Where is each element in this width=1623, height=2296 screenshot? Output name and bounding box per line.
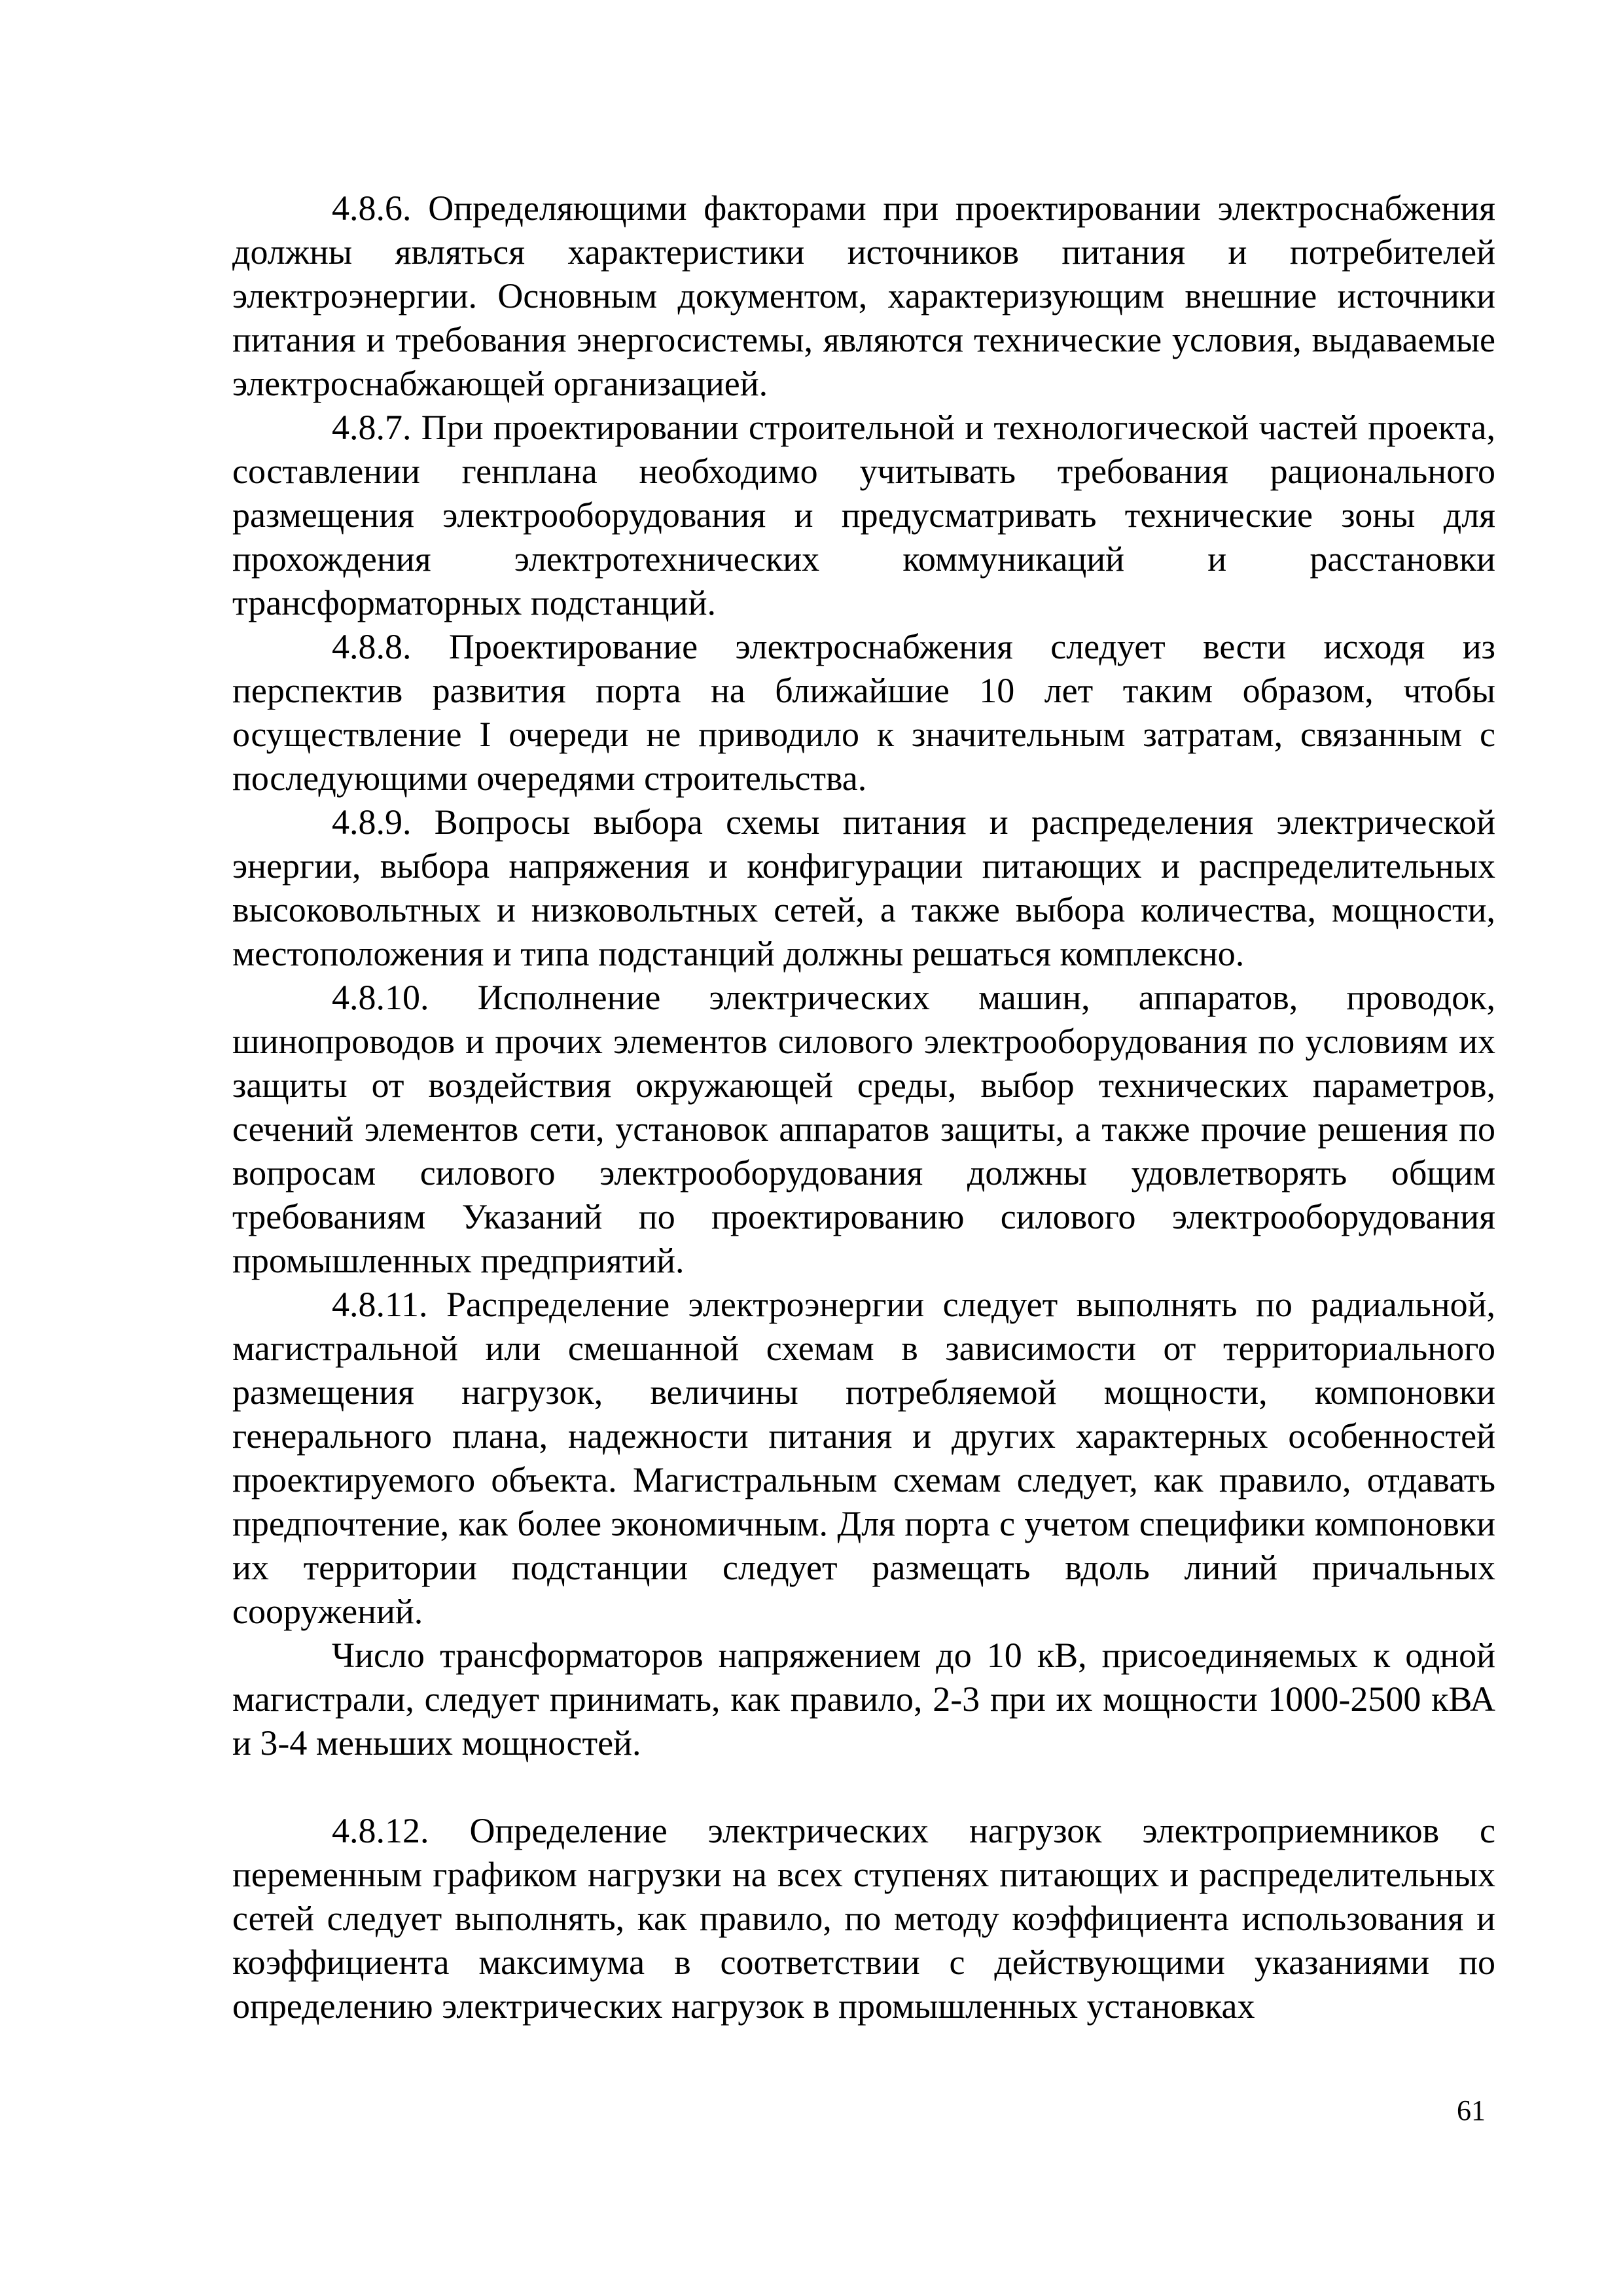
paragraph-4-8-7: 4.8.7. При проектировании строительной и технологической частей проекта, составлении генплана необходимо учитывать требования рационального размещения электрооборудования и предусматривать технические зоны для прохождения электротехнических коммуникаций и расстановки трансформаторных подстанций. (232, 408, 1495, 622)
page-number: 61 (1457, 2094, 1486, 2126)
paragraph-4-8-6: 4.8.6. Определяющими факторами при проектировании электроснабжения должны являться характеристики источников питания и потребителей электроэнергии. Основным документом, характеризующим внешние источники питания и требования энергосистемы, являются технические условия, выдаваемые электроснабжающей организацией. (232, 188, 1495, 403)
paragraph-4-8-8: 4.8.8. Проектирование электроснабжения следует вести исходя из перспектив развития порта на ближайшие 10 лет таким образом, чтобы осуществление I очереди не приводило к значительным затратам, связанным с последующими очередями строительства. (232, 627, 1495, 798)
paragraph-transformer-count: Число трансформаторов напряжением до 10 кВ, присоединяемых к одной магистрали, следует принимать, как правило, 2-3 при их мощности 1000-2500 кВА и 3-4 меньших мощностей. (232, 1636, 1495, 1763)
paragraph-4-8-12: 4.8.12. Определение электрических нагрузок электроприемников с переменным графиком нагрузки на всех ступенях питающих и распределительных сетей следует выполнять, как правило, по методу коэффициента использования и коэффициента максимума в соответствии с действующими указаниями по определению электрических нагрузок в промышленных установках (232, 1811, 1495, 2026)
paragraph-4-8-11: 4.8.11. Распределение электроэнергии следует выполнять по радиальной, магистральной или смешанной схемам в зависимости от территориального размещения нагрузок, величины потребляемой мощности, компоновки генерального плана, надежности питания и других характерных особенностей проектируемого объекта. Магистральным схемам следует, как правило, отдавать предпочтение, как более экономичным. Для порта с учетом специфики компоновки их территории подстанции следует размещать вдоль линий причальных сооружений. (232, 1285, 1495, 1631)
paragraph-4-8-10: 4.8.10. Исполнение электрических машин, аппаратов, проводок, шинопроводов и прочих элементов силового электрооборудования по условиям их защиты от воздействия окружающей среды, выбор технических параметров, сечений элементов сети, установок аппаратов защиты, а также прочие решения по вопросам силового электрооборудования должны удовлетворять общим требованиям Указаний по проектированию силового электрооборудования промышленных предприятий. (232, 978, 1495, 1280)
document-body (232, 187, 1495, 2028)
paragraph-4-8-9: 4.8.9. Вопросы выбора схемы питания и распределения электрической энергии, выбора напряжения и конфигурации питающих и распределительных высоковольтных и низковольтных сетей, а также выбора количества, мощности, местоположения и типа подстанций должны решаться комплексно. (232, 802, 1495, 973)
